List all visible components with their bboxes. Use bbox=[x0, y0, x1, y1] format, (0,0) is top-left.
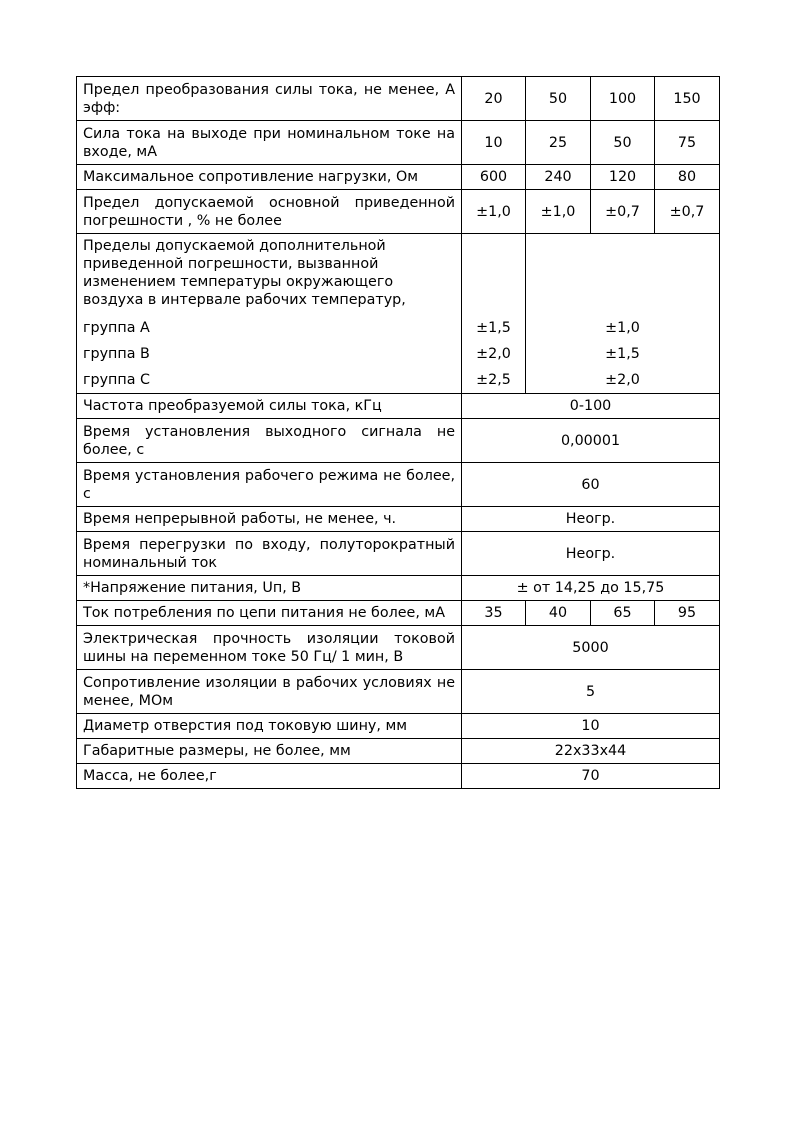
param-value: ±0,7 bbox=[591, 190, 655, 234]
param-value: 0,00001 bbox=[462, 419, 720, 463]
param-value: ± от 14,25 до 15,75 bbox=[462, 576, 720, 601]
table-row bbox=[77, 77, 720, 121]
param-label: Предел допускаемой основной приведенной погрешности , % не более bbox=[77, 190, 462, 234]
param-value: 60 bbox=[462, 463, 720, 507]
group-c-label: группа С bbox=[83, 372, 151, 388]
group-b-value: ±2,0 bbox=[476, 346, 511, 362]
param-value: ±1,0 bbox=[462, 190, 526, 234]
param-label: Предел преобразования силы тока, не менее, А эфф: bbox=[77, 77, 462, 121]
table-row bbox=[77, 234, 720, 394]
param-label: Сопротивление изоляции в рабочих условиях не менее, МОм bbox=[77, 670, 462, 714]
param-value: 22х33х44 bbox=[462, 739, 720, 764]
param-label: Время непрерывной работы, не менее, ч. bbox=[77, 507, 462, 532]
param-label: Время установления рабочего режима не более, с bbox=[77, 463, 462, 507]
param-value: 240 bbox=[526, 165, 591, 190]
param-value: 80 bbox=[655, 165, 720, 190]
param-label: Электрическая прочность изоляции токовой шины на переменном токе 50 Гц/ 1 мин, В bbox=[77, 626, 462, 670]
table-row bbox=[77, 601, 720, 626]
param-label: Частота преобразуемой силы тока, кГц bbox=[77, 394, 462, 419]
temperature-error-rest bbox=[526, 234, 720, 394]
table-row bbox=[77, 532, 720, 576]
table-row bbox=[77, 394, 720, 419]
group-a-label: группа А bbox=[83, 320, 150, 336]
param-label: Масса, не более,г bbox=[77, 764, 462, 789]
param-value: Неогр. bbox=[462, 532, 720, 576]
table-row bbox=[77, 764, 720, 789]
table-row bbox=[77, 626, 720, 670]
param-value: ±0,7 bbox=[655, 190, 720, 234]
temperature-error-label bbox=[77, 234, 462, 394]
param-label: Ток потребления по цепи питания не более, мА bbox=[77, 601, 462, 626]
param-value: 95 bbox=[655, 601, 720, 626]
param-label: Время перегрузки по входу, полуторократный номинальный ток bbox=[77, 532, 462, 576]
param-value: 50 bbox=[526, 77, 591, 121]
param-label: Сила тока на выходе при номинальном токе на входе, мА bbox=[77, 121, 462, 165]
param-value: 40 bbox=[526, 601, 591, 626]
param-value: 65 bbox=[591, 601, 655, 626]
table-row bbox=[77, 419, 720, 463]
group-b-label: группа В bbox=[83, 346, 150, 362]
param-value: 50 bbox=[591, 121, 655, 165]
param-value: Неогр. bbox=[462, 507, 720, 532]
param-label: Время установления выходного сигнала не более, с bbox=[77, 419, 462, 463]
param-value: 70 bbox=[462, 764, 720, 789]
table-row bbox=[77, 670, 720, 714]
param-value: ±1,0 bbox=[526, 190, 591, 234]
param-value: 5000 bbox=[462, 626, 720, 670]
group-a-value: ±1,0 bbox=[605, 320, 640, 336]
table-row bbox=[77, 576, 720, 601]
table-row bbox=[77, 190, 720, 234]
param-label: *Напряжение питания, Uп, В bbox=[77, 576, 462, 601]
group-c-value: ±2,5 bbox=[476, 372, 511, 388]
table-row bbox=[77, 739, 720, 764]
param-value: 600 bbox=[462, 165, 526, 190]
param-value: 10 bbox=[462, 121, 526, 165]
table-row bbox=[77, 463, 720, 507]
param-label: Максимальное сопротивление нагрузки, Ом bbox=[77, 165, 462, 190]
table-row bbox=[77, 121, 720, 165]
param-value: 75 bbox=[655, 121, 720, 165]
param-value: 5 bbox=[462, 670, 720, 714]
group-c-value: ±2,0 bbox=[605, 372, 640, 388]
table-row bbox=[77, 714, 720, 739]
specifications-table bbox=[76, 76, 720, 789]
param-label: Габаритные размеры, не более, мм bbox=[77, 739, 462, 764]
group-b-value: ±1,5 bbox=[605, 346, 640, 362]
param-value: 120 bbox=[591, 165, 655, 190]
param-value: 20 bbox=[462, 77, 526, 121]
param-label: Пределы допускаемой дополнительной приведенной погрешности, вызванной изменением температуры окружающего воздуха в интервале рабочих температур, bbox=[83, 238, 406, 308]
group-a-value: ±1,5 bbox=[476, 320, 511, 336]
table-row bbox=[77, 507, 720, 532]
param-value: 0-100 bbox=[462, 394, 720, 419]
param-value: 10 bbox=[462, 714, 720, 739]
temperature-error-first bbox=[462, 234, 526, 394]
param-label: Диаметр отверстия под токовую шину, мм bbox=[77, 714, 462, 739]
param-value: 35 bbox=[462, 601, 526, 626]
param-value: 25 bbox=[526, 121, 591, 165]
table-row bbox=[77, 165, 720, 190]
param-value: 150 bbox=[655, 77, 720, 121]
param-value: 100 bbox=[591, 77, 655, 121]
